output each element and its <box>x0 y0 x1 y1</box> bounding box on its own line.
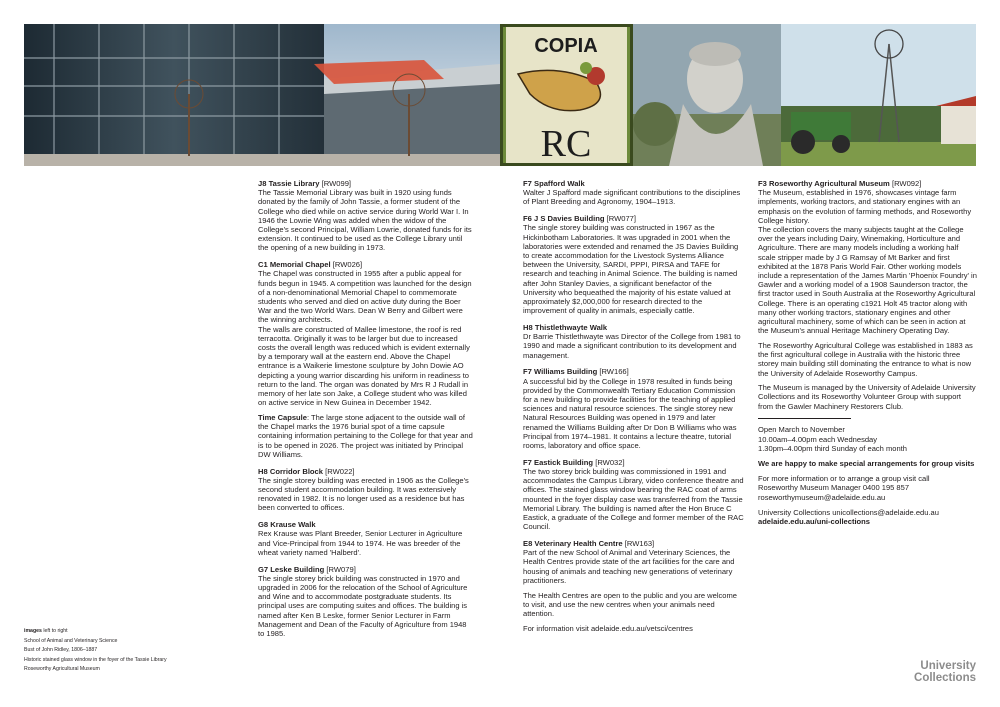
svg-text:RC: RC <box>540 123 592 165</box>
contact-info: For more information or to arrange a group visit call Roseworthy Museum Manager 0400 195 857 roseworthymuseum@adelaide.edu.au <box>758 474 930 502</box>
section-heading: H8 Thistlethwayte Walk <box>523 323 608 333</box>
section-body: Dr Barrie Thistlethwayte was Director of the College from 1981 to 1990 and made a significant contribution to its development and management. <box>523 332 741 360</box>
section-williams-building <box>523 367 745 450</box>
university-collections-logo: University Collections <box>914 660 976 684</box>
section-corridor-block <box>258 467 474 513</box>
section-veterinary-health-centre <box>523 539 745 633</box>
section-eastick-building <box>523 458 745 532</box>
section-body: The collection covers the many subjects taught at the College over the years including Dairy, Winemaking, Horticulture and Agriculture. There are many models including a working half scale stripper made by J G Ramsay of Mt Barker and first exhibited at the 1878 Paris World Fair. Other working models include a representation of the James Martin 'Phoenix Foundry' in Gawler and a working model of a 1908 Saunderson tractor, the first tractor used in South Australia at the Roseworthy Agricultural College. There is an operating c1921 Holt 45 tractor along with many other working tractors, stationary engines and other agricultural machinery, some of which can be seen in action at the Museum's annual Heritage Machinery Operating Day. <box>758 225 977 336</box>
column-3 <box>758 179 978 526</box>
section-body: The Chapel was constructed in 1955 after a public appeal for funds begun in 1945. A competition was launched for the design of a non-denominational Memorial Chapel to commemorate students who served and died on active duty during the Boer War and the two World Wars. Dean W Berry and Gilbert were the winning architects. <box>258 269 472 325</box>
section-body: Walter J Spafford made significant contributions to the disciplines of Plant Breeding and Agronomy, 1904–1913. <box>523 188 741 207</box>
image-captions <box>24 628 204 676</box>
collections-info <box>758 508 978 526</box>
stained-glass-text: COPIA <box>534 35 598 57</box>
section-heading: F3 Roseworthy Agricultural Museum [RW092] <box>758 179 922 188</box>
divider <box>758 418 851 419</box>
section-thistlethwayte-walk <box>523 323 745 360</box>
time-capsule-text: Time Capsule: The large stone adjacent to the outside wall of the Chapel marks the 1976 burial spot of a time capsule containing information pertaining to the College for that year and is to be opened in 2026. The project was initiated by Principal DW Williams. <box>258 412 473 459</box>
section-body: The Tassie Memorial Library was built in 1920 using funds donated by the family of John Tassie, a former student of the College who died while on active service during World War I. In 1946 the Lowrie Wing was added when the widow of the College's second Principal, William Lowrie, donated funds for its extension. It continued to be used as the College Library until the opening of a new building in 1973. <box>258 188 472 253</box>
section-heading: F7 Spafford Walk <box>523 179 585 188</box>
column-1 <box>258 179 474 646</box>
section-body: Part of the new School of Animal and Veterinary Sciences, the Health Centres provide state of the art facilities for the care and housing of animals and teaching new generations of veterinary practitioners. <box>523 548 735 585</box>
section-heading: H8 Corridor Block [RW022] <box>258 466 355 476</box>
section-heading: G8 Krause Walk <box>258 520 316 530</box>
section-krause-walk <box>258 520 474 557</box>
section-body: Rex Krause was Plant Breeder, Senior Lecturer in Agriculture and Vice-Principal from 1944 to 1974. He was breeder of the wheat variety named 'Halberd'. <box>258 529 463 557</box>
section-heading: C1 Memorial Chapel [RW026] <box>258 260 363 270</box>
caption-item: Roseworthy Agricultural Museum <box>24 666 100 673</box>
section-leske-building <box>258 565 474 639</box>
caption-item: School of Animal and Veterinary Science <box>24 637 118 644</box>
section-heading: G7 Leske Building [RW079] <box>258 564 356 574</box>
info-line: For information visit adelaide.edu.au/vetsci/centres <box>523 623 693 633</box>
section-body: The two storey brick building was commissioned in 1991 and accommodates the Campus Library, video conference theatre and offices. The stained glass window bearing the RAC coat of arms mounted in the foyer display case was transferred from the Tassie Memorial Library. The building is named after the Hon Bruce C Eastick, a graduate of the College and former member of the RAC Council. <box>523 467 744 532</box>
section-heading: F6 J S Davies Building [RW077] <box>523 214 637 224</box>
column-2 <box>523 179 745 641</box>
opening-hours: Open March to November 10.00am–4.00pm each Wednesday 1.30pm–4.00pm third Sunday of each month <box>758 425 907 453</box>
museum-email-link[interactable]: roseworthymuseum@adelaide.edu.au <box>758 492 886 502</box>
photo-strip <box>24 24 976 166</box>
group-visits-note: We are happy to make special arrangements for group visits <box>758 459 975 469</box>
section-body: The Health Centres are open to the public and you are welcome to visit, and use the new centres when your animals need attention. <box>523 590 737 618</box>
section-heading: F7 Eastick Building [RW032] <box>523 457 625 467</box>
section-memorial-chapel <box>258 260 474 459</box>
vetsci-link[interactable]: adelaide.edu.au/vetsci/centres <box>590 623 693 633</box>
section-body: The single storey brick building was constructed in 1970 and upgraded in 2006 for the relocation of the School of Agriculture and Wine and to accommodate postgraduate students. Its principal uses are computing suites and offices. The building is named after Ken B Leske, former Senior Lecturer in Farm Management and Dean of the Faculty of Agriculture from 1948 to 1985. <box>258 573 468 639</box>
section-heading: E8 Veterinary Health Centre [RW163] <box>523 539 655 549</box>
section-body: The Roseworthy Agricultural College was established in 1883 as the first agricultural college in Australia with the historic three storey main building still dominating the entrance to what is now the University of Adelaide Roseworthy Campus. <box>758 340 973 378</box>
section-body: The single storey building was erected in 1906 as the College's second student accommodation building. It was extensively renovated in 1982. It is no longer used as a residence but has been converted to offices. <box>258 475 469 513</box>
collections-website-link[interactable]: adelaide.edu.au/uni-collections <box>758 517 870 527</box>
photo-stained-glass <box>500 24 633 166</box>
section-body: A successful bid by the College in 1978 resulted in funds being provided by the Commonwealth Tertiary Education Commission for a new building to provide facilities for the teaching of applied sciences and natural resource sciences. The single storey new Natural Resources Building was opened in 1979 and later renamed the Williams Building after Dr Don B Williams who was Principal from 1974–1981. It contains a lecture theatre, tutorial rooms, laboratory and office space. <box>523 376 737 451</box>
section-body: The Museum is managed by the University of Adelaide University Collections and its Roseworthy Volunteer Group with support from the Gawler Machinery Restorers Club. <box>758 383 976 411</box>
section-body: The walls are constructed of Mallee limestone, the roof is red terracotta. Originally it was to be larger but due to increased costs the overall length was reduced which is evident externally by a temporary wall at the eastern end. Above the Chapel entrance is a Waikerie limestone sculpture by John Dowie AO depicting a young warrior discarding his uniform in readiness to return to the land. The organ was donated by Mrs R J Rudall in memory of her late son Jake, a College student who was killed on active service in New Guinea in December 1942. <box>258 324 470 408</box>
section-agricultural-museum <box>758 179 978 411</box>
photo-animal-vet-science <box>24 24 500 166</box>
section-tassie-library <box>258 179 474 253</box>
section-heading: F7 Williams Building [RW166] <box>523 367 629 377</box>
section-body: The single storey building was constructed in 1967 as the Hickinbotham Laboratories. It was upgraded in 2001 when the laboratories were extended and renamed the JS Davies Building to create accommodation for the Livestock Systems Alliance between the University, SARDI, PPPI, PIRSA and TAFE for research and teaching in Animal Science. The building is named after John Stanley Davies, a significant benefactor of the University who bequeathed the majority of his estate valued at approximately $2,000,000 for research directed to the improvement of quality in animals, especially cattle. <box>523 223 739 316</box>
section-spafford-walk <box>523 179 745 207</box>
captions-heading: images left to right <box>24 628 68 634</box>
photo-roseworthy-museum <box>781 24 976 166</box>
collections-email[interactable]: University Collections unicollections@adelaide.edu.au <box>758 507 939 517</box>
caption-item: Bust of John Ridley, 1806–1887 <box>24 647 98 654</box>
section-js-davies-building <box>523 214 745 315</box>
caption-item: Historic stained glass window in the foyer of the Tassie Library <box>24 656 167 663</box>
section-heading: J8 Tassie Library [RW099] <box>258 179 352 188</box>
photo-bust-john-ridley <box>633 24 781 166</box>
section-body: The Museum, established in 1976, showcases vintage farm implements, working tractors, and stationary engines with an emphasis on the evolution of farming methods, and Roseworthy College history. <box>758 188 972 225</box>
